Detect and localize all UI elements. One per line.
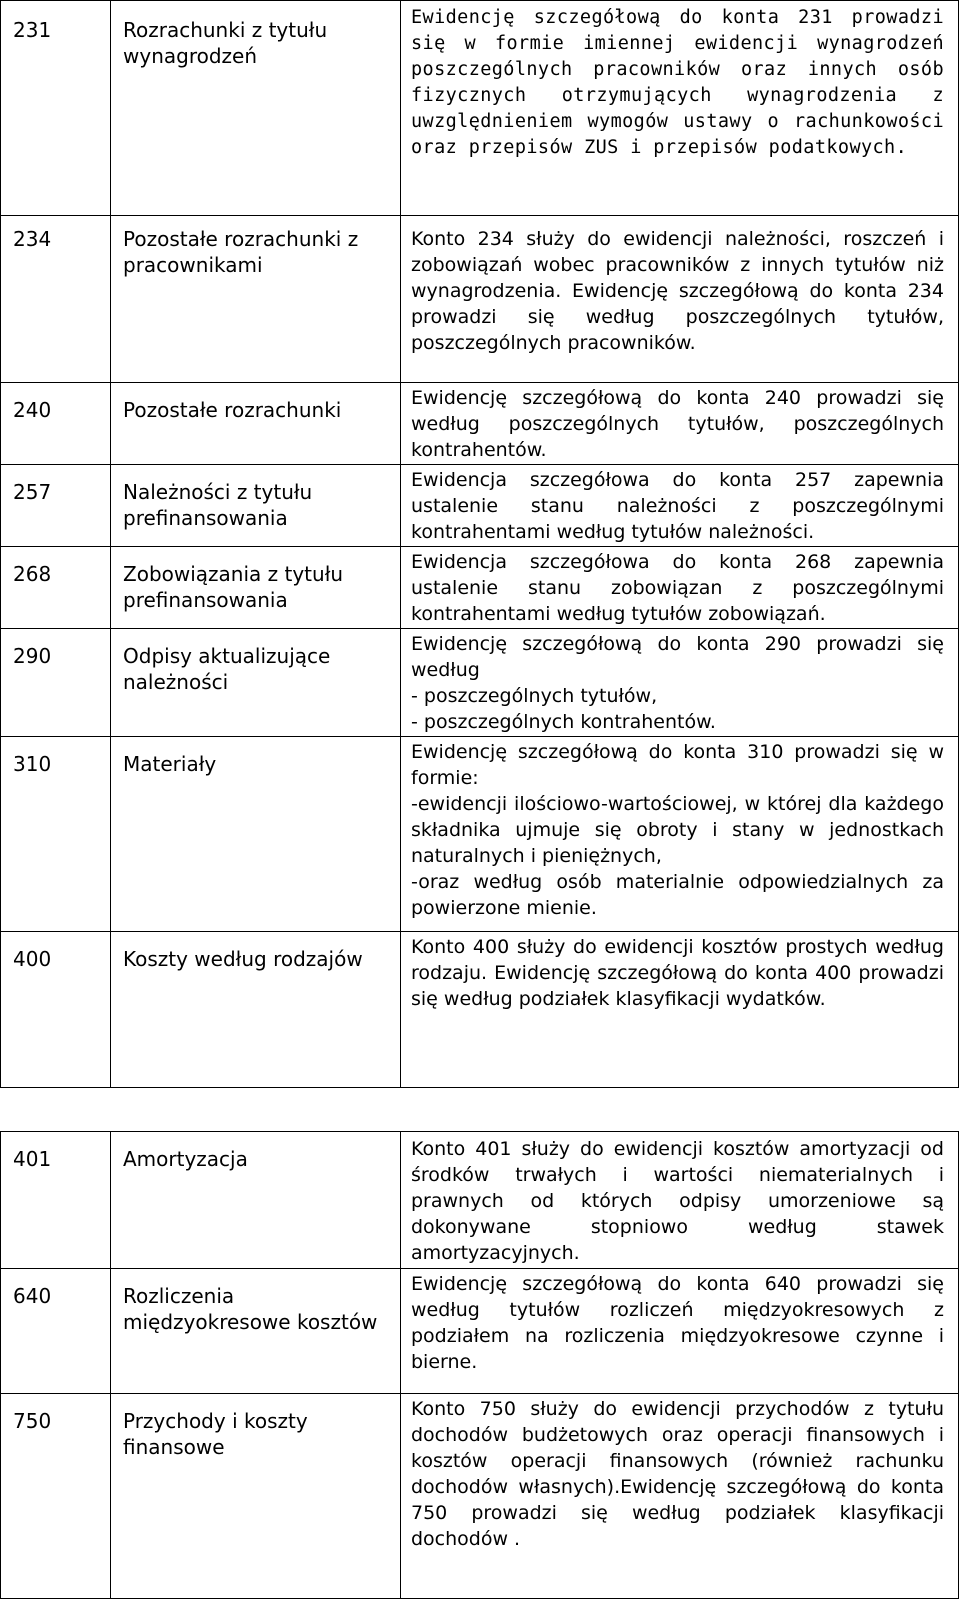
account-number: 400 xyxy=(13,947,52,971)
description-line: Ewidencję szczegółową do konta 231 prowadzi się w formie imiennej ewidencji wynagrodzeń poszczególnych pracowników oraz innych osób fizycznych otrzymujących wynagrodzenia z uwzględnieniem wymogów ustawy o rachunkowości oraz przepisów ZUS i przepisów podatkowych. xyxy=(411,7,944,158)
account-name: Pozostałe rozrachunki xyxy=(123,398,342,422)
account-name-cell xyxy=(111,1394,401,1599)
account-number-cell xyxy=(1,547,111,629)
account-number: 310 xyxy=(13,752,52,776)
description-line: Ewidencję szczegółową do konta 240 prowadzi się według poszczególnych tytułów, poszczególnych kontrahentów. xyxy=(411,387,944,461)
account-number: 290 xyxy=(13,644,52,668)
account-description-cell xyxy=(401,1269,959,1394)
accounts-table-bottom xyxy=(0,1131,959,1599)
account-name-cell xyxy=(111,932,401,1088)
description-line: - poszczególnych tytułów, xyxy=(411,685,658,707)
account-name: Koszty według rodzajów xyxy=(123,947,363,971)
account-name: Rozrachunki z tytułu wynagrodzeń xyxy=(123,18,328,68)
table-row xyxy=(1,1132,959,1269)
account-number-cell xyxy=(1,932,111,1088)
account-number-cell xyxy=(1,216,111,383)
account-number: 640 xyxy=(13,1284,52,1308)
account-name: Zobowiązania z tytułu prefinansowania xyxy=(123,562,344,612)
table-row xyxy=(1,1,959,216)
account-name-cell xyxy=(111,216,401,383)
account-description-cell xyxy=(401,1132,959,1269)
table-row xyxy=(1,737,959,932)
account-number: 231 xyxy=(13,18,52,42)
description-line: -oraz według osób materialnie odpowiedzialnych za powierzone mienie. xyxy=(411,871,944,919)
description-line: - poszczególnych kontrahentów. xyxy=(411,711,716,733)
account-name: Przychody i koszty finansowe xyxy=(123,1409,308,1459)
account-description-cell xyxy=(401,629,959,737)
account-name-cell xyxy=(111,737,401,932)
account-name-cell xyxy=(111,547,401,629)
account-name: Odpisy aktualizujące należności xyxy=(123,644,331,694)
account-number-cell xyxy=(1,1269,111,1394)
account-description-cell xyxy=(401,932,959,1088)
description-line: Ewidencja szczegółowa do konta 268 zapewnia ustalenie stanu zobowiązan z poszczególnymi kontrahentami według tytułów zobowiązań. xyxy=(411,551,944,625)
account-name: Materiały xyxy=(123,752,217,776)
description-line: Ewidencję szczegółową do konta 290 prowadzi się według xyxy=(411,633,944,681)
account-number: 750 xyxy=(13,1409,52,1433)
account-description-cell xyxy=(401,547,959,629)
account-number: 257 xyxy=(13,480,52,504)
account-name-cell xyxy=(111,383,401,465)
account-name: Pozostałe rozrachunki z pracownikami xyxy=(123,227,359,277)
table-row xyxy=(1,465,959,547)
table-row xyxy=(1,383,959,465)
table-row xyxy=(1,629,959,737)
account-number: 240 xyxy=(13,398,52,422)
account-name: Amortyzacja xyxy=(123,1147,248,1171)
table-row xyxy=(1,547,959,629)
account-name-cell xyxy=(111,1,401,216)
description-line: Ewidencja szczegółowa do konta 257 zapewnia ustalenie stanu należności z poszczególnymi kontrahentami według tytułów należności. xyxy=(411,469,944,543)
description-line: Konto 401 służy do ewidencji kosztów amortyzacji od środków trwałych i wartości niematerialnych i prawnych od których odpisy umorzeniowe są dokonywane stopniowo według stawek amortyzacyjnych. xyxy=(411,1138,944,1264)
account-name: Rozliczenia międzyokresowe kosztów xyxy=(123,1284,378,1334)
account-number-cell xyxy=(1,383,111,465)
account-name-cell xyxy=(111,465,401,547)
account-description-cell xyxy=(401,216,959,383)
account-number-cell xyxy=(1,1,111,216)
description-line: Konto 750 służy do ewidencji przychodów z tytułu dochodów budżetowych oraz operacji finansowych i kosztów operacji finansowych (również rachunku dochodów własnych).Ewidencję szczegółową do konta 750 prowadzi się według podziałek klasyfikacji dochodów . xyxy=(411,1398,944,1550)
table-row xyxy=(1,216,959,383)
account-name-cell xyxy=(111,1132,401,1269)
description-line: Ewidencję szczegółową do konta 310 prowadzi się w formie: xyxy=(411,741,944,789)
account-description-cell xyxy=(401,383,959,465)
description-line: Konto 234 służy do ewidencji należności, roszczeń i zobowiązań wobec pracowników z innych tytułów niż wynagrodzenia. Ewidencję szczegółową do konta 234 prowadzi się według poszczególnych tytułów, poszczególnych pracowników. xyxy=(411,228,944,354)
account-number-cell xyxy=(1,737,111,932)
account-number-cell xyxy=(1,1394,111,1599)
table-row xyxy=(1,1269,959,1394)
account-number: 234 xyxy=(13,227,52,251)
description-line: -ewidencji ilościowo-wartościowej, w której dla każdego składnika ujmuje się obroty i stany w jednostkach naturalnych i pieniężnych, xyxy=(411,793,944,867)
account-name-cell xyxy=(111,629,401,737)
account-description-cell xyxy=(401,465,959,547)
account-name-cell xyxy=(111,1269,401,1394)
account-description-cell xyxy=(401,1394,959,1599)
table-row xyxy=(1,932,959,1088)
account-name: Należności z tytułu prefinansowania xyxy=(123,480,313,530)
description-line: Ewidencję szczegółową do konta 640 prowadzi się według tytułów rozliczeń międzyokresowych z podziałem na rozliczenia międzyokresowe czynne i bierne. xyxy=(411,1273,944,1373)
account-number-cell xyxy=(1,1132,111,1269)
account-number-cell xyxy=(1,465,111,547)
account-number-cell xyxy=(1,629,111,737)
account-number: 268 xyxy=(13,562,52,586)
account-number: 401 xyxy=(13,1147,52,1171)
account-description-cell xyxy=(401,1,959,216)
account-description-cell xyxy=(401,737,959,932)
description-line: Konto 400 służy do ewidencji kosztów prostych według rodzaju. Ewidencję szczegółową do konta 400 prowadzi się według podziałek klasyfikacji wydatków. xyxy=(411,936,944,1010)
table-row xyxy=(1,1394,959,1599)
